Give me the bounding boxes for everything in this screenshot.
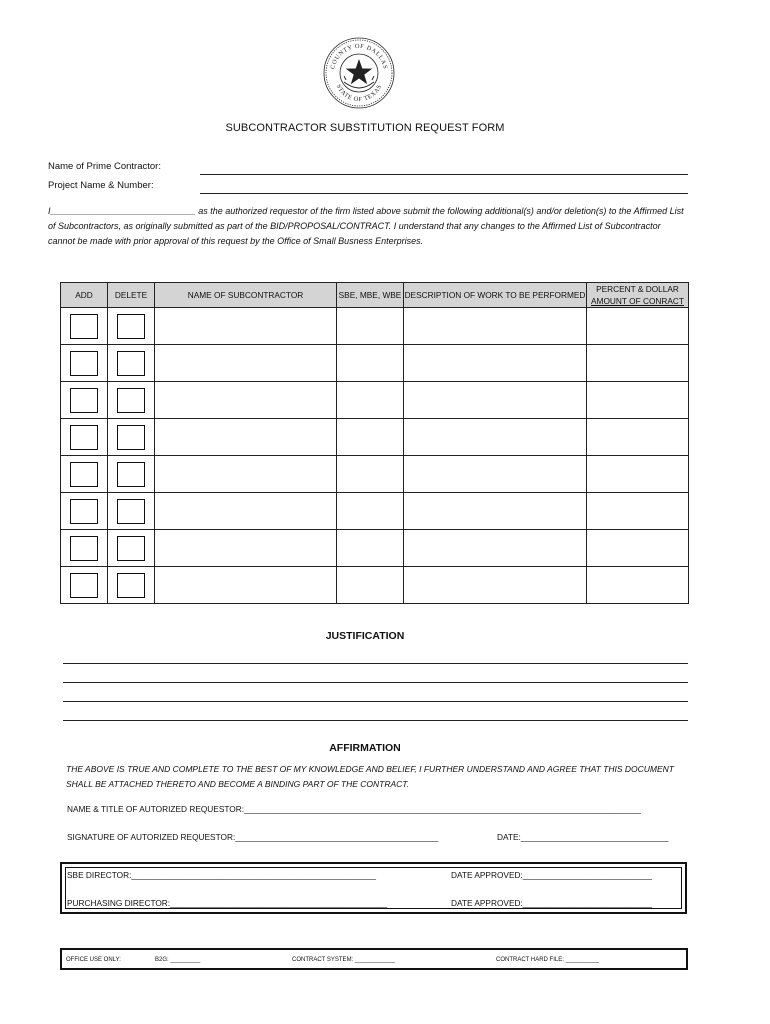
delete-cell (108, 456, 155, 493)
table-row (61, 567, 689, 604)
header-amount-line2: AMOUNT OF CONRACT (591, 296, 684, 306)
star-icon (346, 59, 373, 84)
amount-cell[interactable] (587, 419, 689, 456)
contract-hard-file-field[interactable]: CONTRACT HARD FILE: __________ (496, 957, 599, 963)
delete-checkbox[interactable] (117, 314, 145, 339)
delete-checkbox[interactable] (117, 462, 145, 487)
add-checkbox[interactable] (70, 573, 98, 598)
add-cell (61, 530, 108, 567)
sbe-date-label: DATE APPROVED: (451, 870, 523, 880)
intro-prefix: I (48, 206, 51, 216)
add-checkbox[interactable] (70, 462, 98, 487)
certification-type-cell[interactable] (337, 530, 404, 567)
form-title: SUBCONTRACTOR SUBSTITUTION REQUEST FORM (225, 122, 505, 134)
signature-row (67, 832, 438, 842)
affirmation-title: AFFIRMATION (329, 742, 401, 754)
work-description-cell[interactable] (404, 456, 587, 493)
project-label: Project Name & Number: (48, 180, 154, 191)
justification-line-3[interactable] (63, 701, 688, 702)
subcontractor-name-cell[interactable] (155, 456, 337, 493)
amount-cell[interactable] (587, 345, 689, 382)
county-seal (322, 36, 396, 110)
delete-checkbox[interactable] (117, 425, 145, 450)
subcontractor-name-cell[interactable] (155, 382, 337, 419)
add-cell (61, 419, 108, 456)
work-description-cell[interactable] (404, 493, 587, 530)
table-row (61, 419, 689, 456)
delete-checkbox[interactable] (117, 573, 145, 598)
certification-type-cell[interactable] (337, 567, 404, 604)
name-title-row (67, 804, 641, 814)
certification-type-cell[interactable] (337, 308, 404, 345)
header-name: NAME OF SUBCONTRACTOR (155, 283, 337, 308)
date-label: DATE: (497, 832, 521, 842)
delete-cell (108, 382, 155, 419)
amount-cell[interactable] (587, 308, 689, 345)
add-cell (61, 567, 108, 604)
certification-type-cell[interactable] (337, 493, 404, 530)
table-row (61, 456, 689, 493)
approvals-box (60, 862, 687, 914)
sbe-date-field[interactable]: ____________________________ (522, 870, 652, 880)
add-cell (61, 493, 108, 530)
justification-line-1[interactable] (63, 663, 688, 664)
date-field[interactable]: ________________________________ (520, 832, 669, 842)
seal-top-text: COUNTY OF DALLAS (329, 42, 389, 70)
amount-cell[interactable] (587, 567, 689, 604)
date-row (497, 832, 669, 842)
delete-cell (108, 567, 155, 604)
purchasing-director-label: PURCHASING DIRECTOR: (67, 898, 171, 908)
purchasing-director-field[interactable]: _______________________________________________ (170, 898, 387, 908)
add-checkbox[interactable] (70, 425, 98, 450)
seal-bottom-text: STATE OF TEXAS (334, 83, 384, 104)
add-cell (61, 308, 108, 345)
prime-contractor-label: Name of Prime Contractor: (48, 161, 161, 172)
purchasing-date-label: DATE APPROVED: (451, 898, 523, 908)
header-type: SBE, MBE, WBE (337, 283, 404, 308)
subcontractor-name-cell[interactable] (155, 419, 337, 456)
header-amount (587, 283, 689, 308)
add-cell (61, 345, 108, 382)
add-checkbox[interactable] (70, 388, 98, 413)
prime-contractor-field[interactable] (200, 160, 688, 174)
svg-text:STATE OF TEXAS (335, 83, 384, 103)
prime-contractor-underline (200, 174, 688, 175)
work-description-cell[interactable] (404, 530, 587, 567)
sbe-director-label: SBE DIRECTOR: (67, 870, 132, 880)
delete-cell (108, 345, 155, 382)
table-row (61, 382, 689, 419)
sbe-date-row (451, 870, 652, 880)
delete-cell (108, 530, 155, 567)
contract-system-field[interactable]: CONTRACT SYSTEM: ____________ (292, 957, 395, 963)
amount-cell[interactable] (587, 530, 689, 567)
delete-cell (108, 493, 155, 530)
office-use-label: OFFICE USE ONLY: (66, 957, 121, 963)
justification-title: JUSTIFICATION (325, 630, 405, 642)
add-checkbox[interactable] (70, 314, 98, 339)
sbe-director-row (67, 870, 376, 880)
certification-type-cell[interactable] (337, 456, 404, 493)
signature-field[interactable]: ____________________________________________ (235, 832, 439, 842)
add-cell (61, 382, 108, 419)
amount-cell[interactable] (587, 382, 689, 419)
work-description-cell[interactable] (404, 308, 587, 345)
sbe-director-field[interactable]: _____________________________________________________ (131, 870, 376, 880)
header-amount-line1: PERCENT & DOLLAR (596, 284, 679, 294)
table-row (61, 345, 689, 382)
justification-line-4[interactable] (63, 720, 688, 721)
affirmation-text: THE ABOVE IS TRUE AND COMPLETE TO THE BEST OF MY KNOWLEDGE AND BELIEF, I FURTHER UNDERSTAND AND AGREE THAT THIS DOCUMENT SHALL BE ATTACHED THERETO AND BECOME A BINDING PART OF THE CONTRACT. (66, 764, 674, 789)
subcontractor-name-cell[interactable] (155, 567, 337, 604)
purchasing-director-row (67, 898, 387, 908)
project-field[interactable] (200, 179, 688, 193)
add-checkbox[interactable] (70, 499, 98, 524)
subcontractor-name-cell[interactable] (155, 493, 337, 530)
certification-type-cell[interactable] (337, 419, 404, 456)
add-cell (61, 456, 108, 493)
add-checkbox[interactable] (70, 536, 98, 561)
office-use-box (60, 948, 688, 970)
name-title-field[interactable]: ______________________________________________________________________________________ (244, 804, 641, 814)
subcontractor-name-cell[interactable] (155, 530, 337, 567)
header-delete: DELETE (108, 283, 155, 308)
project-underline (200, 193, 688, 194)
add-checkbox[interactable] (70, 351, 98, 376)
delete-cell (108, 308, 155, 345)
purchasing-date-field[interactable]: ____________________________ (522, 898, 652, 908)
signature-label: SIGNATURE OF AUTORIZED REQUESTOR: (67, 832, 236, 842)
delete-checkbox[interactable] (117, 351, 145, 376)
amount-cell[interactable] (587, 456, 689, 493)
intro-text: as the authorized requestor of the firm listed above submit the following additional(s) and/or deletion(s) to the Affirmed List of Subcontractors, as originally submitted as part of the BID/PROPOSAL/CONTRACT. I understand that any changes to the Affirmed List of Subcontractor cannot be made with prior approval of this request by the Office of Small Busness Enterprises. (48, 206, 684, 246)
subcontractor-name-cell[interactable] (155, 308, 337, 345)
delete-checkbox[interactable] (117, 499, 145, 524)
table-header-row (61, 283, 689, 308)
header-description: DESCRIPTION OF WORK TO BE PERFORMED (404, 283, 587, 308)
work-description-cell[interactable] (404, 345, 587, 382)
table-row (61, 530, 689, 567)
amount-cell[interactable] (587, 493, 689, 530)
header-add: ADD (61, 283, 108, 308)
delete-checkbox[interactable] (117, 536, 145, 561)
subcontractor-table (60, 282, 689, 604)
purchasing-date-row (451, 898, 652, 908)
delete-cell (108, 419, 155, 456)
delete-checkbox[interactable] (117, 388, 145, 413)
work-description-cell[interactable] (404, 382, 587, 419)
certification-type-cell[interactable] (337, 382, 404, 419)
certification-type-cell[interactable] (337, 345, 404, 382)
intro-paragraph (48, 204, 688, 249)
subcontractor-name-cell[interactable] (155, 345, 337, 382)
b2g-field[interactable]: B2G: _________ (155, 957, 201, 963)
work-description-cell[interactable] (404, 567, 587, 604)
justification-line-2[interactable] (63, 682, 688, 683)
table-row (61, 308, 689, 345)
table-row (61, 493, 689, 530)
intro-requestor-blank[interactable]: _____________________________ (50, 206, 196, 216)
name-title-label: NAME & TITLE OF AUTORIZED REQUESTOR: (67, 804, 245, 814)
work-description-cell[interactable] (404, 419, 587, 456)
